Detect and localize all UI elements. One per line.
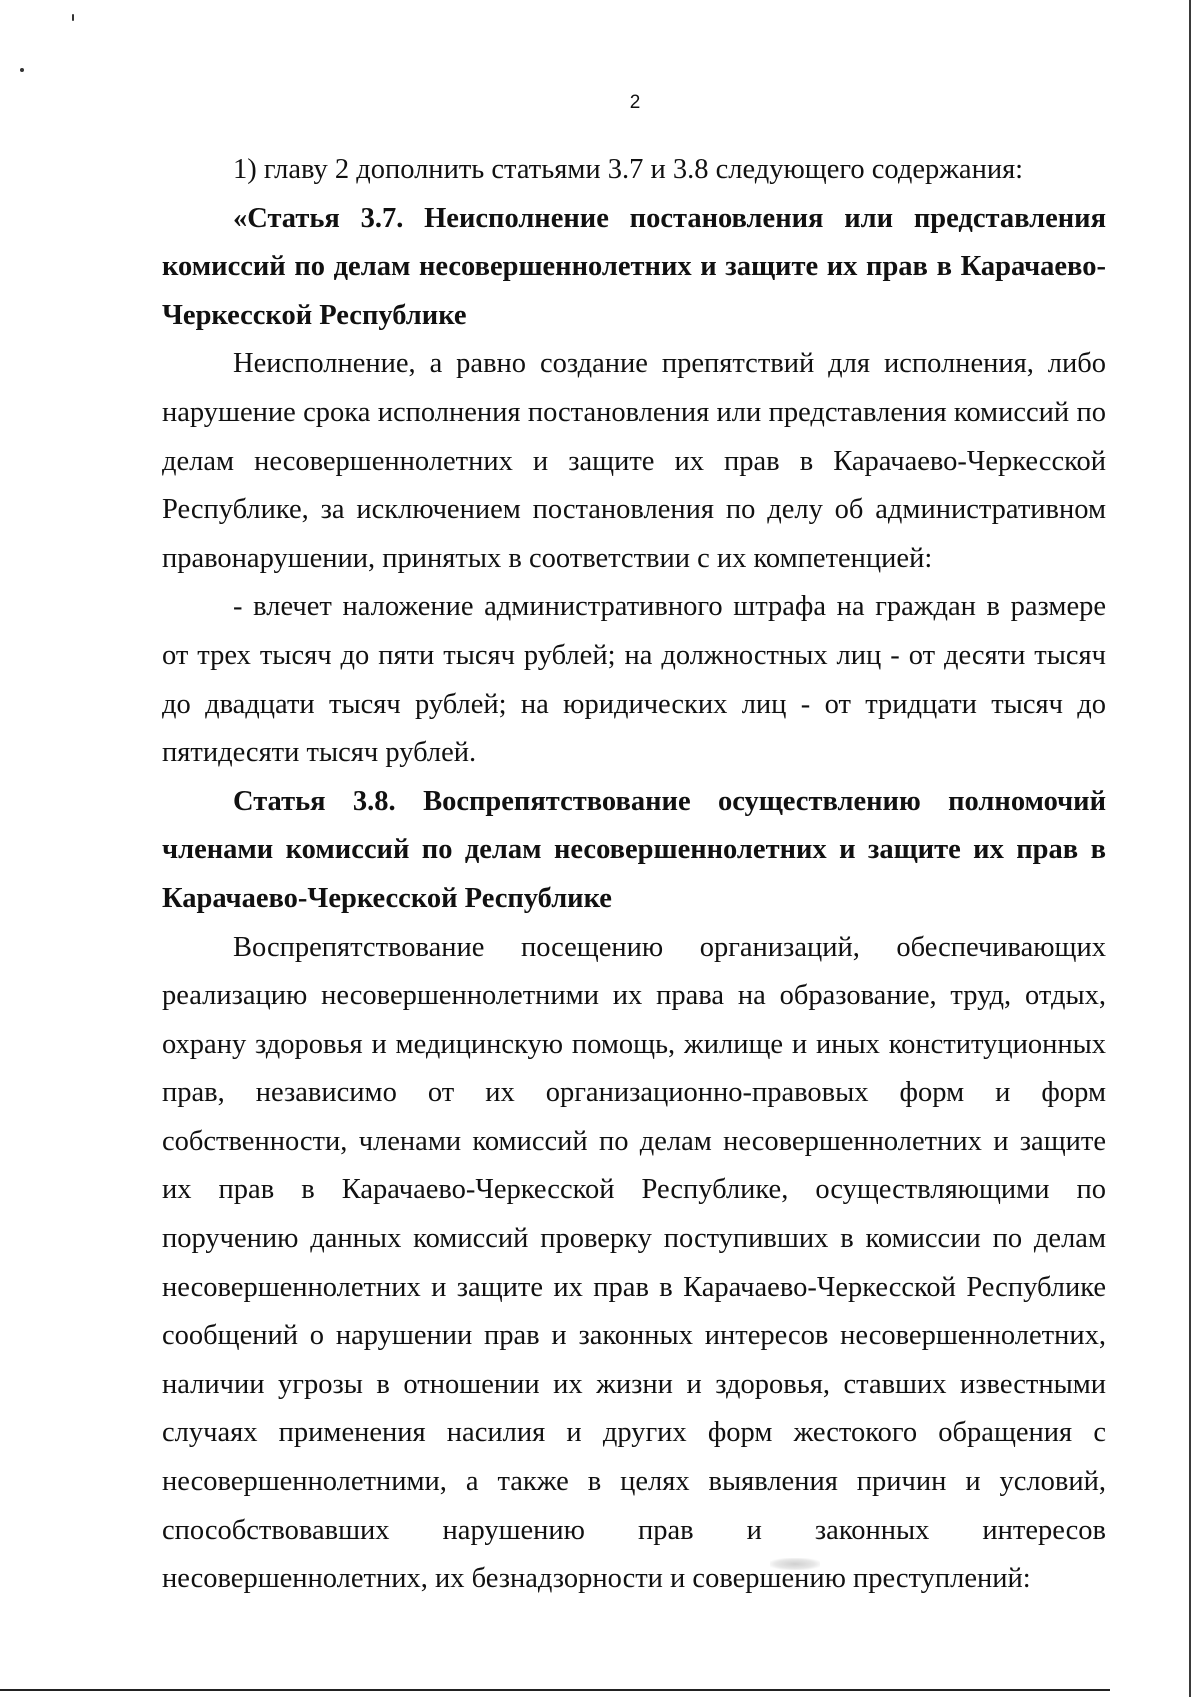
article-3-8-disposition: Воспрепятствование посещению организаций, обеспечивающих реализацию несовершеннолетними их права на образование, труд, отдых, охрану здоровья и медицинскую помощь, жилище и иных конституционных прав, независимо от их организационно-правовых форм и форм собственности, членами комиссий по делам несовершеннолетних и защите их прав в Карачаево-Черкесской Республике, осуществляющими по поручению данных комиссий проверку поступивших в комиссии по делам несовершеннолетних и защите их прав в Карачаево-Черкесской Республике сообщений о нарушении прав и законных интересов несовершеннолетних, наличии угрозы в отношении их жизни и здоровья, ставших известными случаях применения насилия и других форм жестокого обращения с несовершеннолетними, а также в целях выявления причин и условий, способствовавших нарушению прав и законных интересов несовершеннолетних, их безнадзорности и совершению преступлений: [162,931,1106,1595]
scan-edge-right [1189,0,1191,1697]
article-3-7-disposition: Неисполнение, а равно создание препятствий для исполнения, либо нарушение срока исполнения постановления или представления комиссий по делам несовершеннолетних и защите их прав в Карачаево-Черкесской Республике, за исключением постановления по делу об административном правонарушении, принятых в соответствии с их компетенцией: [162,348,1106,574]
page-number: 2 [629,92,641,113]
scan-speck [20,68,24,72]
scan-speck [72,14,74,21]
article-3-7-sanction: - влечет наложение административного штрафа на граждан в размере от трех тысяч до пяти тысяч рублей; на должностных лиц - от десяти тысяч до двадцати тысяч рублей; на юридических лиц - от тридцати тысяч до пятидесяти тысяч рублей. [162,591,1106,769]
article-3-7-heading: «Статья 3.7. Неисполнение постановления или представления комиссий по делам несовершеннолетних и защите их прав в Карачаево-Черкесской Республике [162,202,1106,331]
scan-edge-bottom [0,1689,1110,1691]
scan-smudge [770,1558,820,1570]
amendment-intro-paragraph: 1) главу 2 дополнить статьями 3.7 и 3.8 следующего содержания: [233,154,1024,185]
article-3-8-heading: Статья 3.8. Воспрепятствование осуществлению полномочий членами комиссий по делам несовершеннолетних и защите их прав в Карачаево-Черкесской Республике [162,785,1106,914]
document-body [162,146,1106,1604]
